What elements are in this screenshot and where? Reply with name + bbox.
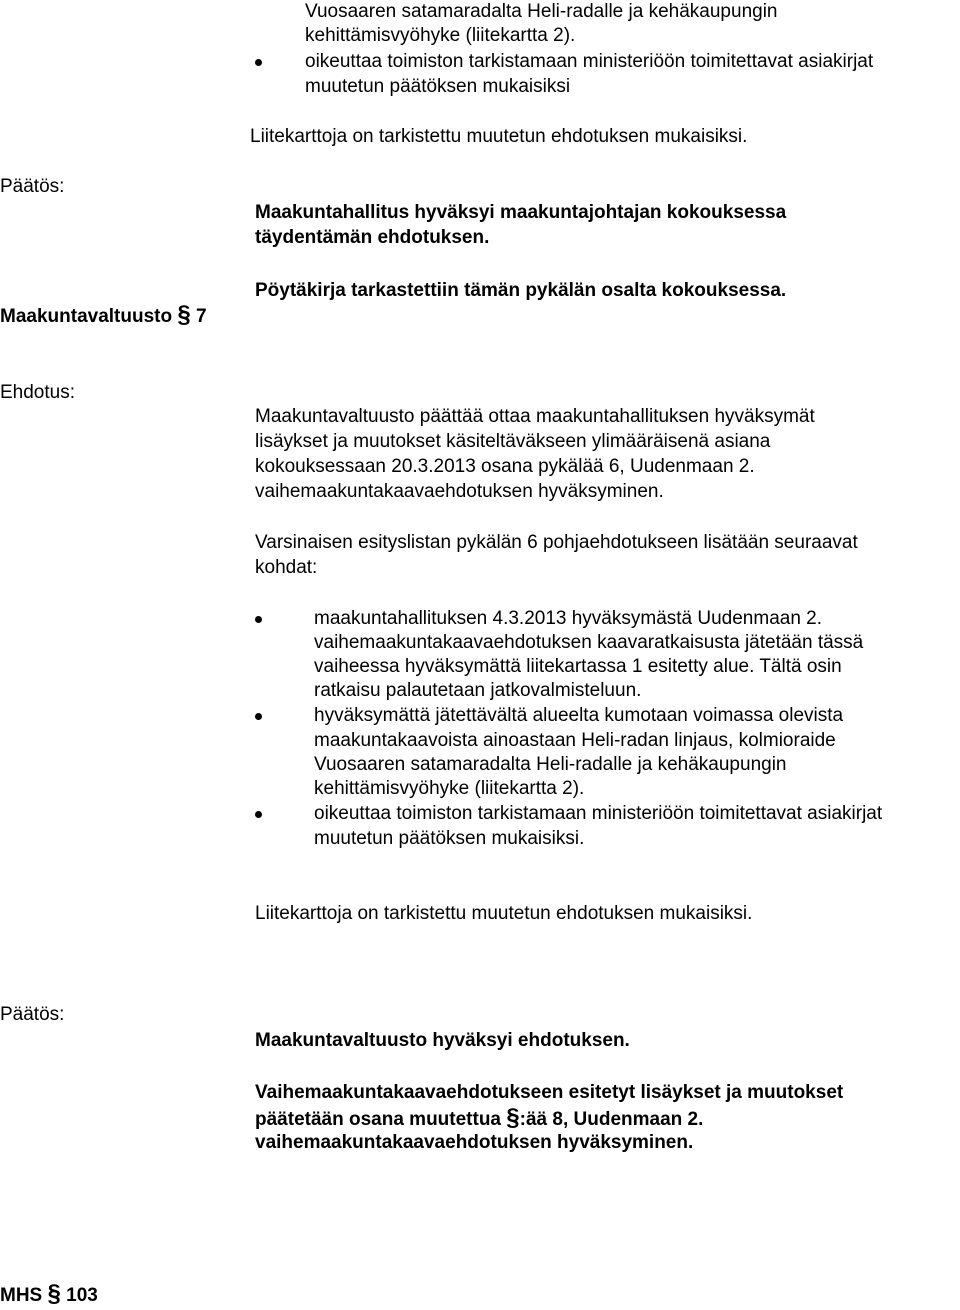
bullet-dot-icon xyxy=(255,616,262,623)
decision-text-fragment: :ää 8, Uudenmaan 2. xyxy=(519,1109,704,1130)
decision-text-line: täydentämän ehdotuksen. xyxy=(255,227,490,248)
section-symbol: § xyxy=(506,1104,520,1131)
list-item-line: vaihemaakuntakaavaehdotuksen kaavaratkaisusta jätetään tässä xyxy=(314,632,864,653)
decision-text-line: Maakuntahallitus hyväksyi maakuntajohtajan kokouksessa xyxy=(255,202,787,223)
map-note: Liitekarttoja on tarkistettu muutetun ehdotuksen mukaisiksi. xyxy=(255,903,753,924)
decision-text: Maakuntavaltuusto hyväksyi ehdotuksen. xyxy=(255,1030,630,1051)
bullet-dot-icon xyxy=(255,713,262,720)
proposal-line: kokouksessaan 20.3.2013 osana pykälää 6, Uudenmaan 2. xyxy=(255,456,755,477)
section-label: Maakuntavaltuusto xyxy=(0,306,173,327)
footer-label: MHS xyxy=(0,1285,43,1306)
bullet-dot-icon xyxy=(255,59,262,66)
list-item-line: vaiheessa hyväksymättä liitekartassa 1 esitetty alue. Tältä osin xyxy=(314,656,842,677)
proposal-line: vaihemaakuntakaavaehdotuksen hyväksyminen. xyxy=(255,481,664,502)
bullet-continuation-line: kehittämisvyöhyke (liitekartta 2). xyxy=(305,25,576,46)
list-item-line: maakuntahallituksen 4.3.2013 hyväksymästä Uudenmaan 2. xyxy=(314,608,823,629)
section-symbol: § xyxy=(177,301,191,328)
bullet-line: muutetun päätöksen mukaisiksi xyxy=(305,76,571,97)
bullet-continuation-line: Vuosaaren satamaradalta Heli-radalle ja kehäkaupungin xyxy=(305,1,778,22)
decision-text-line: vaihemaakuntakaavaehdotuksen hyväksyminen. xyxy=(255,1132,694,1153)
decision-label: Päätös: xyxy=(0,176,65,197)
minutes-note: Pöytäkirja tarkastettiin tämän pykälän osalta kokouksessa. xyxy=(255,280,787,301)
decision-text-line xyxy=(255,1106,703,1133)
section-symbol: § xyxy=(47,1280,61,1307)
decision-text-fragment: päätetään osana muutettua xyxy=(255,1109,501,1130)
list-item-line: ratkaisu palautetaan jatkovalmisteluun. xyxy=(314,680,642,701)
proposal-line: Maakuntavaltuusto päättää ottaa maakuntahallituksen hyväksymät xyxy=(255,406,815,427)
footer-number: 103 xyxy=(66,1285,98,1306)
section-heading xyxy=(0,303,207,330)
section-number: 7 xyxy=(196,306,207,327)
bullet-dot-icon xyxy=(255,811,262,818)
map-note: Liitekarttoja on tarkistettu muutetun ehdotuksen mukaisiksi. xyxy=(250,126,748,147)
list-item-line: kehittämisvyöhyke (liitekartta 2). xyxy=(314,778,585,799)
bullet-line: oikeuttaa toimiston tarkistamaan ministeriöön toimitettavat asiakirjat xyxy=(305,51,874,72)
footer-section-heading xyxy=(0,1282,98,1309)
list-item-line: oikeuttaa toimiston tarkistamaan ministeriöön toimitettavat asiakirjat xyxy=(314,803,883,824)
proposal-line: Varsinaisen esityslistan pykälän 6 pohjaehdotukseen lisätään seuraavat xyxy=(255,532,858,553)
decision-label: Päätös: xyxy=(0,1004,65,1025)
proposal-line: kohdat: xyxy=(255,557,318,578)
list-item-line: muutetun päätöksen mukaisiksi. xyxy=(314,828,585,849)
list-item-line: Vuosaaren satamaradalta Heli-radalle ja kehäkaupungin xyxy=(314,754,787,775)
proposal-label: Ehdotus: xyxy=(0,382,75,403)
proposal-line: lisäykset ja muutokset käsiteltäväkseen ylimääräisenä asiana xyxy=(255,431,771,452)
decision-text-line: Vaihemaakuntakaavaehdotukseen esitetyt lisäykset ja muutokset xyxy=(255,1082,844,1103)
list-item-line: maakuntakaavoista ainoastaan Heli-radan linjaus, kolmioraide xyxy=(314,730,836,751)
list-item-line: hyväksymättä jätettävältä alueelta kumotaan voimassa olevista xyxy=(314,705,844,726)
